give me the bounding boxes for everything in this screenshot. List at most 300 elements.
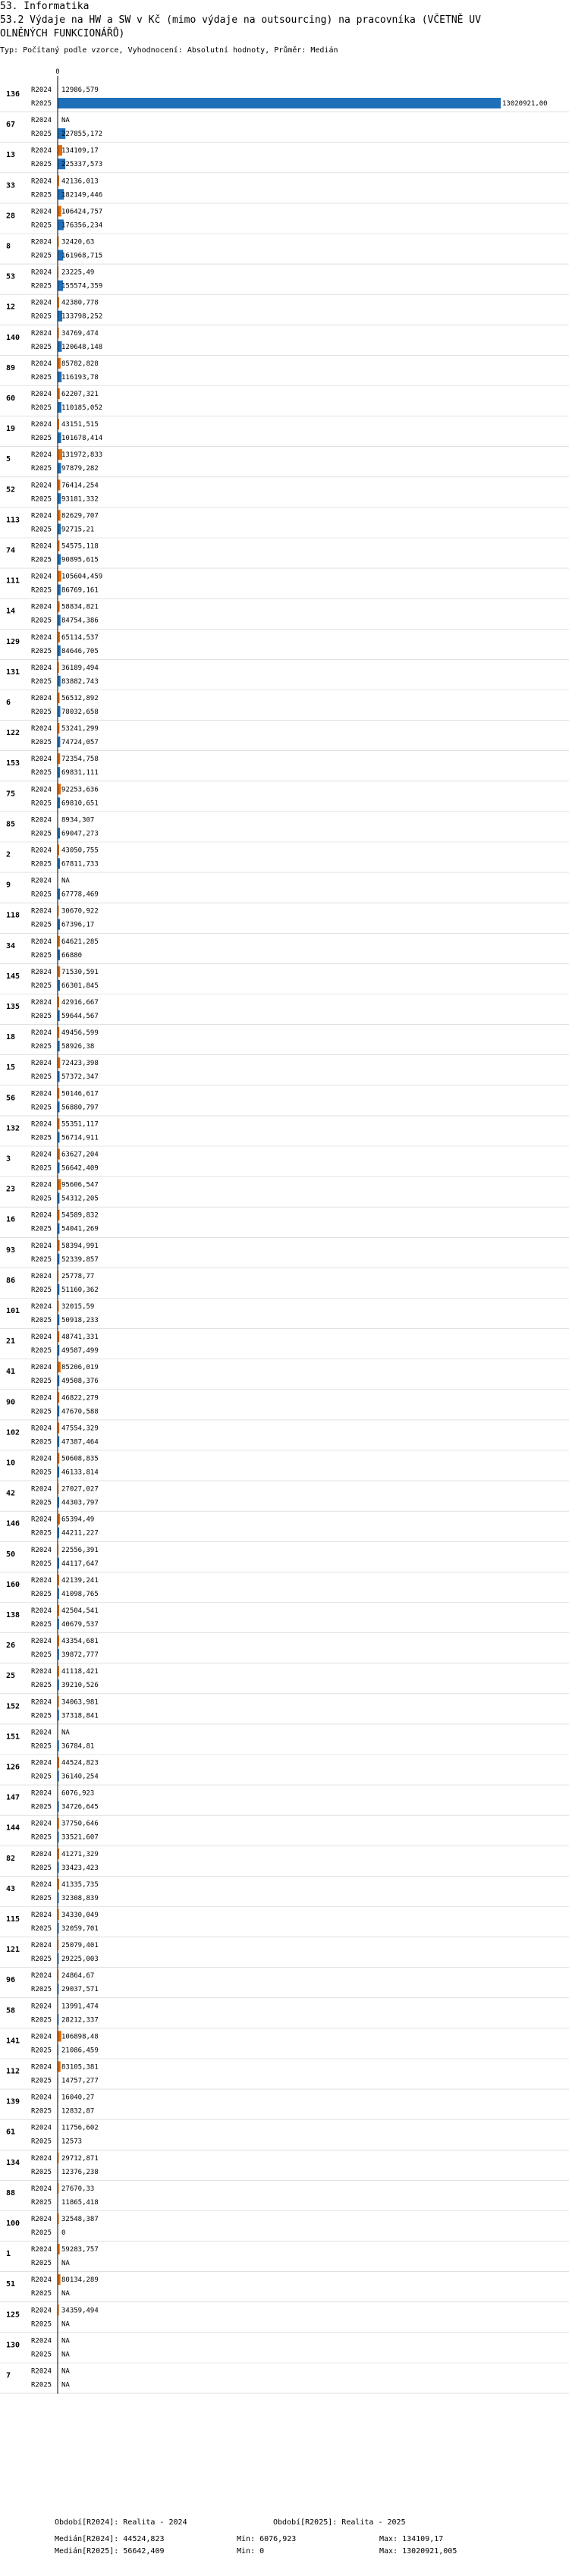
data-label-r2024: 43354,681 (61, 1638, 99, 1646)
data-label-r2025: 90895,615 (61, 556, 99, 564)
series-label-r2024: R2024 (31, 786, 52, 794)
data-label-r2025: 49508,376 (61, 1378, 99, 1386)
data-label-r2025: 34726,645 (61, 1803, 99, 1811)
series-label-r2025: R2025 (31, 708, 52, 716)
series-label-r2025: R2025 (31, 373, 52, 382)
axis-zero-label: 0 (55, 68, 60, 76)
group-label: 139 (6, 2097, 20, 2106)
data-label-r2025: NA (61, 2320, 70, 2329)
series-label-r2025: R2025 (31, 2016, 52, 2025)
data-label-r2025: 58926,38 (61, 1043, 95, 1051)
data-label-r2025: NA (61, 2260, 70, 2268)
group-label: 96 (6, 1976, 16, 1985)
series-label-r2025: R2025 (31, 282, 52, 291)
chart-title-line2: OLNĚNÝCH FUNKCIONÁŘŮ) (0, 28, 125, 39)
data-label-r2024: 50146,617 (61, 1090, 99, 1098)
series-label-r2024: R2024 (31, 2154, 52, 2163)
data-label-r2025: 37318,841 (61, 1712, 99, 1720)
series-label-r2025: R2025 (31, 1833, 52, 1842)
data-label-r2025: 133798,252 (61, 313, 103, 321)
series-label-r2025: R2025 (31, 1864, 52, 1872)
group-label: 140 (6, 333, 20, 342)
group-label: 131 (6, 668, 20, 677)
series-label-r2024: R2024 (31, 2185, 52, 2193)
series-label-r2024: R2024 (31, 968, 52, 976)
series-label-r2024: R2024 (31, 1607, 52, 1615)
data-label-r2024: 54575,118 (61, 542, 99, 551)
data-label-r2024: NA (61, 2367, 70, 2376)
series-label-r2025: R2025 (31, 1986, 52, 1994)
data-label-r2025: 67778,469 (61, 891, 99, 899)
max-r2025: Max: 13020921,005 (379, 2547, 457, 2556)
group-label: 5 (6, 455, 11, 464)
group-label: 51 (6, 2280, 16, 2289)
data-label-r2024: 76414,254 (61, 482, 99, 490)
series-label-r2024: R2024 (31, 1912, 52, 1919)
bar-r2025 (58, 493, 61, 504)
data-label-r2024: 24864,67 (61, 1972, 95, 1981)
series-label-r2024: R2024 (31, 512, 52, 520)
data-label-r2024: 27670,33 (61, 2185, 95, 2193)
series-label-r2025: R2025 (31, 1255, 52, 1264)
series-label-r2025: R2025 (31, 982, 52, 990)
group-label: 152 (6, 1702, 20, 1711)
series-label-r2024: R2024 (31, 117, 52, 125)
data-label-r2025: 12573 (61, 2138, 83, 2146)
data-label-r2025: 116193,78 (61, 373, 99, 382)
data-label-r2024: 32548,387 (61, 2216, 99, 2223)
group-label: 75 (6, 790, 16, 799)
data-label-r2025: 21086,459 (61, 2047, 99, 2055)
group-label: 135 (6, 1003, 20, 1011)
data-label-r2024: 64621,285 (61, 938, 99, 946)
series-label-r2024: R2024 (31, 2063, 52, 2072)
data-label-r2025: 66880 (61, 951, 83, 960)
bar-r2025 (58, 737, 60, 747)
series-label-r2025: R2025 (31, 495, 52, 504)
group-label: 25 (6, 1672, 16, 1681)
series-label-r2025: R2025 (31, 1225, 52, 1233)
series-label-r2025: R2025 (31, 1894, 52, 1902)
data-label-r2025: 84754,386 (61, 617, 99, 625)
series-label-r2025: R2025 (31, 465, 52, 473)
data-label-r2024: 49456,599 (61, 1029, 99, 1038)
data-label-r2025: 47387,464 (61, 1438, 99, 1447)
series-label-r2024: R2024 (31, 938, 52, 946)
bar-r2024 (58, 784, 61, 794)
data-label-r2025: 49587,499 (61, 1347, 99, 1356)
series-label-r2025: R2025 (31, 1317, 52, 1324)
chart-footer (0, 2518, 569, 2576)
data-label-r2025: 227855,172 (61, 130, 103, 139)
data-label-r2024: NA (61, 1729, 70, 1737)
series-label-r2025: R2025 (31, 1742, 52, 1751)
data-label-r2024: 30670,922 (61, 907, 99, 916)
data-label-r2024: NA (61, 117, 70, 125)
data-label-r2024: 83105,381 (61, 2063, 99, 2072)
group-label: 153 (6, 759, 20, 768)
data-label-r2024: 29712,871 (61, 2154, 99, 2163)
data-label-r2025: 74724,057 (61, 739, 99, 747)
group-label: 8 (6, 242, 11, 251)
data-label-r2024: 34330,049 (61, 1912, 99, 1919)
data-label-r2024: 82629,707 (61, 512, 99, 520)
group-label: 19 (6, 425, 16, 434)
series-label-r2024: R2024 (31, 1120, 52, 1129)
series-label-r2025: R2025 (31, 1469, 52, 1477)
series-label-r2025: R2025 (31, 1286, 52, 1294)
series-label-r2025: R2025 (31, 1621, 52, 1629)
series-label-r2025: R2025 (31, 2047, 52, 2055)
group-label: 56 (6, 1094, 16, 1103)
series-label-r2024: R2024 (31, 86, 52, 94)
series-label-r2025: R2025 (31, 1803, 52, 1811)
median-r2024: Medián[R2024]: 44524,823 (55, 2535, 165, 2543)
series-label-r2025: R2025 (31, 435, 52, 443)
bar-r2024 (58, 479, 60, 490)
series-label-r2024: R2024 (31, 999, 52, 1007)
series-label-r2024: R2024 (31, 1820, 52, 1828)
data-label-r2025: 29037,571 (61, 1986, 99, 1994)
series-label-r2024: R2024 (31, 1272, 52, 1280)
group-label: 85 (6, 820, 16, 829)
data-label-r2025: 39872,777 (61, 1651, 99, 1660)
data-label-r2025: 59644,567 (61, 1013, 99, 1020)
data-label-r2025: 0 (61, 2229, 66, 2237)
data-label-r2024: 32015,59 (61, 1303, 95, 1311)
group-label: 151 (6, 1733, 20, 1742)
series-label-r2024: R2024 (31, 2246, 52, 2254)
data-label-r2025: 101678,414 (61, 435, 103, 443)
data-label-r2025: NA (61, 2381, 70, 2389)
series-label-r2025: R2025 (31, 221, 52, 230)
data-label-r2024: 41271,329 (61, 1850, 99, 1858)
data-label-r2024: 42916,667 (61, 999, 99, 1007)
group-label: 16 (6, 1215, 16, 1224)
data-label-r2025: 32059,701 (61, 1925, 99, 1933)
group-label: 7 (6, 2371, 11, 2380)
data-label-r2024: 134109,17 (61, 147, 99, 156)
series-label-r2024: R2024 (31, 1334, 52, 1342)
series-label-r2025: R2025 (31, 1134, 52, 1142)
series-label-r2024: R2024 (31, 1942, 52, 1950)
data-label-r2025: 67811,733 (61, 860, 99, 869)
series-label-r2024: R2024 (31, 208, 52, 216)
data-label-r2024: 43151,515 (61, 421, 99, 429)
series-label-r2025: R2025 (31, 1438, 52, 1447)
bar-r2025 (58, 646, 61, 656)
data-label-r2024: 36189,494 (61, 664, 99, 672)
series-label-r2024: R2024 (31, 1060, 52, 1068)
data-label-r2024: NA (61, 2337, 70, 2345)
series-label-r2024: R2024 (31, 1242, 52, 1250)
series-label-r2025: R2025 (31, 1073, 52, 1082)
series-label-r2024: R2024 (31, 1668, 52, 1676)
data-label-r2024: 56512,892 (61, 695, 99, 702)
data-label-r2024: 44524,823 (61, 1759, 99, 1767)
data-label-r2024: 106898,48 (61, 2033, 99, 2041)
data-label-r2024: 131972,833 (61, 451, 103, 460)
group-label: 141 (6, 2037, 20, 2046)
data-label-r2025: 182149,446 (61, 191, 103, 199)
data-label-r2024: 23225,49 (61, 269, 95, 277)
data-label-r2025: 54041,269 (61, 1225, 99, 1233)
series-label-r2025: R2025 (31, 1378, 52, 1386)
bar-r2025 (58, 463, 61, 473)
series-label-r2024: R2024 (31, 1181, 52, 1189)
series-label-r2024: R2024 (31, 1029, 52, 1038)
series-label-r2025: R2025 (31, 860, 52, 869)
data-label-r2024: 53241,299 (61, 725, 99, 734)
data-label-r2025: 161968,715 (61, 252, 103, 260)
series-label-r2025: R2025 (31, 617, 52, 625)
data-label-r2024: 42504,541 (61, 1607, 99, 1615)
bar-r2024 (58, 2062, 61, 2072)
group-label: 67 (6, 121, 16, 130)
series-label-r2024: R2024 (31, 1638, 52, 1646)
data-label-r2025: 69831,111 (61, 769, 99, 778)
data-label-r2024: 46822,279 (61, 1394, 99, 1403)
series-label-r2025: R2025 (31, 1529, 52, 1538)
series-label-r2025: R2025 (31, 1712, 52, 1720)
group-label: 53 (6, 272, 16, 281)
group-label: 13 (6, 151, 16, 160)
data-label-r2025: NA (61, 2351, 70, 2359)
data-label-r2025: 54312,205 (61, 1195, 99, 1203)
series-label-r2025: R2025 (31, 647, 52, 655)
series-label-r2025: R2025 (31, 404, 52, 412)
series-label-r2024: R2024 (31, 421, 52, 429)
series-label-r2024: R2024 (31, 238, 52, 247)
bar-r2024 (58, 1362, 61, 1372)
group-label: 89 (6, 363, 16, 372)
series-label-r2025: R2025 (31, 921, 52, 929)
data-label-r2025: 56642,409 (61, 1164, 99, 1173)
group-label: 101 (6, 1307, 20, 1315)
series-label-r2025: R2025 (31, 130, 52, 139)
group-label: 136 (6, 90, 20, 99)
group-label: 90 (6, 1398, 16, 1407)
bar-r2024 (58, 358, 61, 369)
series-label-r2025: R2025 (31, 161, 52, 169)
series-label-r2025: R2025 (31, 2381, 52, 2389)
data-label-r2024: 34769,474 (61, 329, 99, 338)
legend-r2024: Období[R2024]: Realita - 2024 (55, 2518, 187, 2527)
data-label-r2024: 50608,835 (61, 1455, 99, 1463)
group-label: 82 (6, 1854, 16, 1863)
data-label-r2024: 62207,321 (61, 391, 99, 398)
series-label-r2025: R2025 (31, 769, 52, 778)
series-label-r2025: R2025 (31, 2290, 52, 2298)
group-label: 12 (6, 303, 16, 312)
data-label-r2024: 72354,758 (61, 756, 99, 764)
section-heading: 53. Informatika (0, 1, 90, 12)
series-label-r2024: R2024 (31, 269, 52, 277)
data-label-r2025: 44117,647 (61, 1560, 99, 1568)
series-label-r2024: R2024 (31, 816, 52, 825)
series-label-r2024: R2024 (31, 1455, 52, 1463)
data-label-r2025: 67396,17 (61, 921, 95, 929)
group-label: 147 (6, 1793, 20, 1802)
min-r2025: Min: 0 (237, 2547, 265, 2556)
series-label-r2024: R2024 (31, 299, 52, 307)
data-label-r2025: 66301,845 (61, 982, 99, 990)
data-label-r2024: 105604,459 (61, 573, 103, 581)
series-label-r2025: R2025 (31, 1956, 52, 1964)
data-label-r2025: 32308,839 (61, 1894, 99, 1902)
group-label: 144 (6, 1824, 20, 1833)
data-label-r2024: 41118,421 (61, 1668, 99, 1676)
data-label-r2025: 28212,337 (61, 2016, 99, 2025)
series-label-r2024: R2024 (31, 1850, 52, 1858)
series-label-r2025: R2025 (31, 100, 52, 108)
series-label-r2024: R2024 (31, 725, 52, 734)
group-label: 23 (6, 1185, 16, 1194)
data-label-r2025: 120648,148 (61, 343, 103, 351)
series-label-r2024: R2024 (31, 633, 52, 642)
series-label-r2025: R2025 (31, 2168, 52, 2176)
series-label-r2024: R2024 (31, 1789, 52, 1798)
series-label-r2025: R2025 (31, 1560, 52, 1568)
data-label-r2025: 12376,238 (61, 2168, 99, 2176)
data-label-r2025: 176356,234 (61, 221, 103, 230)
bar-r2025 (58, 554, 61, 565)
data-label-r2024: 48741,331 (61, 1334, 99, 1342)
data-label-r2025: 12832,87 (61, 2107, 95, 2116)
series-label-r2025: R2025 (31, 1499, 52, 1507)
data-label-r2024: 34359,494 (61, 2307, 99, 2315)
bar-r2025 (58, 585, 61, 595)
series-label-r2025: R2025 (31, 1347, 52, 1356)
data-label-r2024: 59283,757 (61, 2246, 99, 2254)
series-label-r2025: R2025 (31, 526, 52, 534)
data-label-r2024: 47554,329 (61, 1425, 99, 1433)
data-label-r2025: 40679,537 (61, 1621, 99, 1629)
group-label: 6 (6, 699, 11, 707)
data-label-r2024: 43050,755 (61, 847, 99, 855)
group-label: 14 (6, 607, 16, 616)
data-label-r2025: 93181,332 (61, 495, 99, 504)
series-label-r2024: R2024 (31, 1151, 52, 1159)
group-label: 2 (6, 850, 11, 859)
group-label: 129 (6, 637, 20, 646)
series-label-r2025: R2025 (31, 2320, 52, 2329)
data-label-r2025: 51160,362 (61, 1286, 99, 1294)
group-label: 34 (6, 941, 16, 950)
group-label: 118 (6, 911, 20, 920)
bar-r2025 (58, 615, 61, 626)
group-label: 125 (6, 2311, 20, 2320)
series-label-r2024: R2024 (31, 603, 52, 611)
data-label-r2025: 110185,052 (61, 404, 103, 412)
series-label-r2025: R2025 (31, 252, 52, 260)
data-label-r2025: NA (61, 2290, 70, 2298)
series-label-r2025: R2025 (31, 739, 52, 747)
series-label-r2025: R2025 (31, 586, 52, 595)
data-label-r2024: 37750,646 (61, 1820, 99, 1828)
group-label: 18 (6, 1033, 16, 1042)
data-label-r2025: 29225,003 (61, 1956, 99, 1964)
group-label: 1 (6, 2250, 11, 2259)
group-label: 102 (6, 1428, 20, 1437)
series-label-r2025: R2025 (31, 2229, 52, 2237)
data-label-r2024: 85782,828 (61, 360, 99, 368)
series-label-r2024: R2024 (31, 2337, 52, 2345)
group-label: 41 (6, 1368, 16, 1377)
data-label-r2025: 84646,705 (61, 647, 99, 655)
series-label-r2024: R2024 (31, 329, 52, 338)
series-label-r2024: R2024 (31, 1303, 52, 1311)
group-label: 60 (6, 394, 16, 403)
series-label-r2025: R2025 (31, 1682, 52, 1690)
data-label-r2025: 56714,911 (61, 1134, 99, 1142)
data-label-r2024: 22556,391 (61, 1546, 99, 1554)
data-label-r2024: 11756,602 (61, 2124, 99, 2132)
data-label-r2025: 36140,254 (61, 1773, 99, 1781)
series-label-r2024: R2024 (31, 2367, 52, 2376)
data-label-r2025: 78032,658 (61, 708, 99, 716)
group-label: 9 (6, 881, 11, 890)
series-label-r2025: R2025 (31, 2198, 52, 2207)
group-label: 121 (6, 1946, 20, 1955)
data-label-r2025: 14757,277 (61, 2077, 99, 2085)
legend-r2025: Období[R2025]: Realita - 2025 (273, 2518, 406, 2527)
data-label-r2024: 6076,923 (61, 1789, 95, 1798)
data-label-r2024: 95606,547 (61, 1181, 99, 1189)
series-label-r2024: R2024 (31, 1759, 52, 1767)
series-label-r2024: R2024 (31, 1729, 52, 1737)
group-label: 26 (6, 1641, 16, 1651)
data-label-r2025: 44303,797 (61, 1499, 99, 1507)
series-label-r2025: R2025 (31, 313, 52, 321)
data-label-r2025: 225337,573 (61, 161, 103, 169)
series-label-r2025: R2025 (31, 191, 52, 199)
bar-r2025 (58, 706, 60, 717)
series-label-r2025: R2025 (31, 2107, 52, 2116)
series-label-r2024: R2024 (31, 1394, 52, 1403)
data-label-r2024: 25079,401 (61, 1942, 99, 1950)
data-label-r2024: 12986,579 (61, 86, 99, 94)
series-label-r2025: R2025 (31, 1408, 52, 1416)
series-label-r2025: R2025 (31, 1043, 52, 1051)
data-label-r2025: 36784,81 (61, 1742, 95, 1751)
data-label-r2025: 69810,651 (61, 800, 99, 808)
series-label-r2024: R2024 (31, 847, 52, 855)
data-label-r2025: 13020921,00 (502, 100, 548, 108)
series-label-r2025: R2025 (31, 1651, 52, 1660)
group-label: 3 (6, 1154, 11, 1164)
series-label-r2024: R2024 (31, 1425, 52, 1433)
series-label-r2024: R2024 (31, 877, 52, 885)
series-label-r2024: R2024 (31, 451, 52, 460)
data-label-r2024: 92253,636 (61, 786, 99, 794)
max-r2024: Max: 134109,17 (379, 2535, 444, 2543)
series-label-r2024: R2024 (31, 177, 52, 186)
group-label: 115 (6, 1915, 20, 1924)
series-label-r2025: R2025 (31, 556, 52, 564)
group-label: 86 (6, 1276, 16, 1285)
series-label-r2024: R2024 (31, 1364, 52, 1372)
data-label-r2024: 80134,289 (61, 2276, 99, 2285)
group-label: 146 (6, 1519, 20, 1528)
group-label: 33 (6, 181, 16, 190)
data-label-r2025: 56880,797 (61, 1104, 99, 1112)
data-label-r2024: 42139,241 (61, 1576, 99, 1585)
series-label-r2024: R2024 (31, 2033, 52, 2041)
group-label: 42 (6, 1489, 16, 1498)
series-label-r2025: R2025 (31, 1195, 52, 1203)
data-label-r2024: 65394,49 (61, 1516, 95, 1524)
